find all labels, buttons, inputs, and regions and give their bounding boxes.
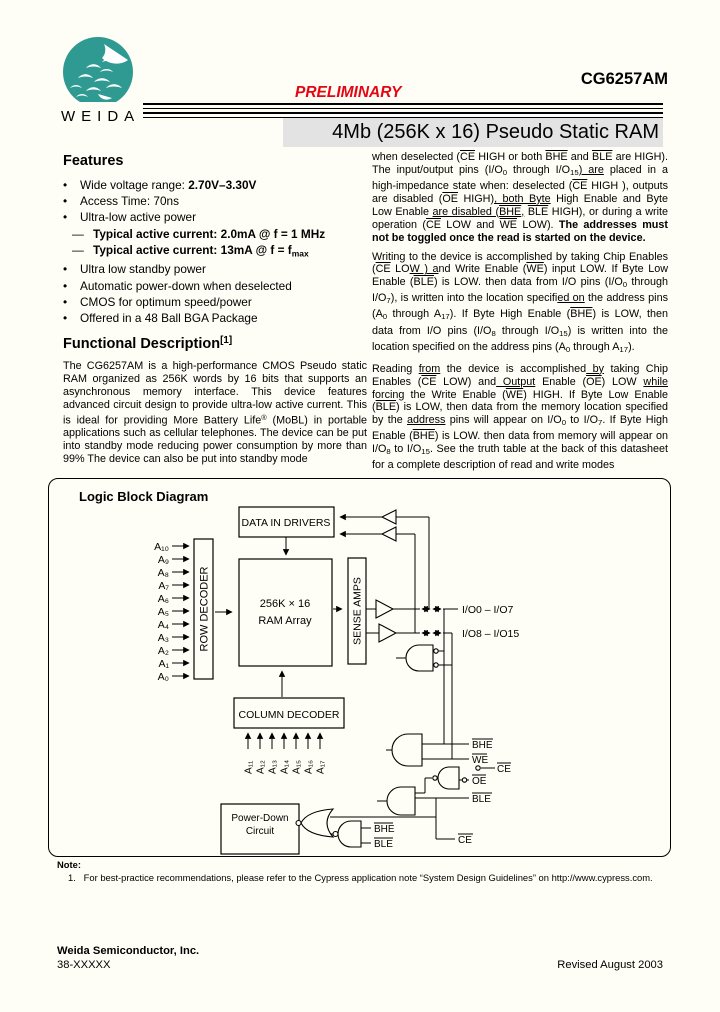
header-rule (143, 103, 663, 105)
part-number: CG6257AM (580, 70, 668, 88)
logo-circle (63, 37, 133, 107)
note-text: For best-practice recommendations, please refer to the Cypress application note “System Design Guidelines” on http://www.cypress.com. (83, 872, 653, 883)
and-gate-icon (387, 787, 415, 815)
diagram-heading: Logic Block Diagram (79, 489, 209, 504)
and-gate-icon (392, 734, 422, 766)
feature-text: Ultra low standby power (80, 262, 206, 277)
output-buffer-icon (376, 600, 393, 618)
bullet-icon: • (63, 294, 68, 309)
col-address-labels (244, 760, 327, 774)
and-gate-icon (438, 767, 459, 789)
address-label: A₁₅ (291, 759, 303, 774)
address-label: A₂ (157, 645, 169, 657)
address-label: A₁₇ (315, 760, 327, 774)
footer-revision: Revised August 2003 (557, 959, 663, 971)
bullet-icon: • (63, 178, 68, 192)
functional-description-paragraph: The CG6257AM is a high-performance CMOS Pseudo static RAM organized as 256K words by 16 bits that supports an asynchronous memory interface. This device features advanced circuit design to provide ultra-low active current. This is ideal for providing More Battery Life® (MoBL) in portable applications such as cellular telephones. The device can be put into standby mode reducing power consumption by more than 99% The device can also be put into standby mode (63, 360, 367, 466)
feature-text: Typical active current: 13mA @ $f = f_{max}$ (93, 242, 309, 259)
address-label: A₁ (158, 658, 169, 670)
footer-company: Weida Semiconductor, Inc. (57, 945, 200, 957)
feature-item (63, 261, 369, 277)
input-buffer-icon (382, 527, 396, 541)
feature-text: Access Time: 70ns (80, 194, 180, 209)
dash-icon: — (72, 226, 84, 241)
diagram-container (48, 478, 671, 857)
address-label: A₀ (157, 671, 169, 683)
footnote-ref: [1] (220, 335, 233, 346)
bullet-icon: • (63, 262, 68, 277)
signal-label-pd-ce: CE (458, 835, 472, 846)
feature-item (63, 226, 369, 242)
note-item (68, 872, 668, 883)
feature-item (63, 193, 369, 209)
right-column (372, 151, 668, 478)
address-label: A₃ (157, 632, 169, 644)
address-label: A₁₄ (279, 759, 291, 774)
address-label: A₅ (157, 606, 169, 618)
bullet-icon: • (63, 311, 68, 325)
signal-label-we: WE (472, 755, 489, 766)
feature-item (63, 278, 369, 294)
feature-item (63, 310, 369, 326)
signal-label-pd-bhe: BHE (374, 824, 395, 835)
address-label: A₉ (157, 554, 169, 566)
right-column-paragraph: Reading from the device is accomplished by taking Chip Enables ($\overline{CE}$ LOW) and Output Enable $(\overline{OE})$ LOW while forcing the Write Enable $(\overline{WE})$ HIGH. If Byte Low Enable $(\overline{BLE})$ is LOW, then data from the memory location specified by the address pins will appear on $I/O_0$ to $I/O_7$. If Byte High Enable $(\overline{BHE})$ is LOW. then data from memory will appear on $I/O_8$ to $I/O_{15}$. See the truth table at the back of this datasheet for a complete description of read and write modes (372, 362, 669, 472)
feature-item (63, 177, 369, 193)
header-rule (143, 108, 663, 110)
row-decoder-label: ROW DECODER (198, 566, 211, 652)
col-address-arrows (248, 733, 320, 749)
signal-label-ble: BLE (472, 794, 491, 805)
io-bus-label: I/O8 – I/O15 (462, 628, 520, 640)
input-buffer-icon (382, 510, 396, 524)
and-gate-icon (406, 645, 433, 671)
or-gate-icon (301, 809, 333, 837)
io-buffers (376, 510, 396, 642)
functional-description-heading (63, 335, 232, 352)
signal-label-bhe: BHE (472, 740, 493, 751)
preliminary-label: PRELIMINARY (295, 84, 402, 101)
signal-label-ce: CE (497, 764, 511, 775)
logo-wordmark: WEIDA (61, 108, 141, 125)
diagram-wires (215, 517, 495, 843)
features-list (63, 177, 369, 326)
feature-text: Wide voltage range: 2.70V–3.30V (80, 178, 257, 192)
page-title: 4Mb (256K x 16) Pseudo Static RAM (283, 118, 663, 147)
bullet-icon: • (63, 278, 68, 293)
heading-text: Functional Description (63, 335, 221, 352)
address-label: A₇ (158, 580, 169, 592)
bullet-icon: • (63, 194, 68, 209)
address-label: A₆ (157, 593, 169, 605)
weida-logo-mark (56, 36, 142, 108)
feature-item (63, 294, 369, 310)
feature-text: Automatic power-down when deselected (80, 278, 292, 293)
feature-text: CMOS for optimum speed/power (80, 294, 252, 309)
right-column-paragraph: when deselected ($\overline{CE}$ HIGH or both $\overline{BHE}$ and $\overline{BLE}$ are HIGH). The input/output pins ($I/O_0$ through $I/O_{15}$) are placed in a high-impedance state when: deselected ($\overline{CE}$ HIGH ), outputs are disabled ($\overline{OE}$ HIGH), both Byte High Enable and Byte Low Enable are disabled (BHE, $\overline{BLE}$ HIGH), or during a write operation ($\overline{CE}$ LOW and $\overline{WE}$ LOW). The addresses must not be toggled once the read is started on the device. (372, 151, 669, 244)
address-label: A₁₁ (243, 760, 255, 774)
address-label: A₈ (157, 567, 169, 579)
dash-icon: — (72, 242, 84, 257)
feature-item (63, 209, 369, 225)
output-buffer-icon (379, 624, 396, 642)
address-label: A₁₂ (255, 760, 267, 774)
column-decoder-label: COLUMN DECODER (238, 709, 340, 721)
and-gate-icon (338, 821, 361, 847)
ram-array-label-2: RAM Array (258, 615, 312, 627)
features-heading: Features (63, 153, 124, 169)
address-label: A₁₃ (267, 759, 279, 774)
note-label: Note: (57, 859, 81, 870)
power-down-label-1: Power-Down (231, 813, 289, 824)
address-label: A₁₆ (303, 759, 315, 774)
io-bus-label: I/O0 – I/O7 (462, 604, 514, 616)
block-ram-array (239, 559, 332, 666)
ram-array-label-1: 256K × 16 (259, 598, 311, 610)
signal-label-oe: OE (472, 776, 487, 787)
logic-block-diagram (49, 479, 670, 856)
footer-doc-number: 38-XXXXX (57, 959, 111, 971)
bullet-icon: • (63, 210, 68, 225)
header-rule (143, 112, 663, 114)
right-column-paragraph: Writing to the device is accomplished by taking Chip Enables ($\overline{CE}$ LOW ) and Write Enable $(\overline{WE})$ input LOW. If Byte Low Enable $(\overline{BLE})$ is LOW. then data from I/O pins ($I/O_0$ through $I/O_7$), is written into the location specified on the address pins ($A_0$ through $A_{17}$). If Byte High Enable $(\overline{BHE})$ is LOW, then data from I/O pins ($I/O_8$ through $I/O_{15}$) is written into the location specified on the address pins ($A_0$ through $A_{17}$). (372, 250, 669, 354)
feature-text: Offered in a 48 Ball BGA Package (80, 311, 258, 325)
power-down-label-2: Circuit (245, 826, 275, 837)
feature-item (63, 242, 369, 262)
diagram-blocks (194, 507, 366, 854)
row-address-arrows (172, 546, 189, 676)
data-in-drivers-label: DATA IN DRIVERS (241, 517, 331, 529)
feature-text: Typical active current: 2.0mA @ f = 1 MHz (93, 226, 326, 241)
sense-amps-label: SENSE AMPS (351, 577, 364, 645)
feature-text: Ultra-low active power (80, 210, 197, 225)
address-label: A₄ (157, 619, 169, 631)
address-label: A₁₀ (154, 541, 169, 553)
signal-label-pd-ble: BLE (374, 839, 393, 850)
row-address-labels (154, 541, 169, 683)
note-number: 1. (68, 872, 76, 883)
